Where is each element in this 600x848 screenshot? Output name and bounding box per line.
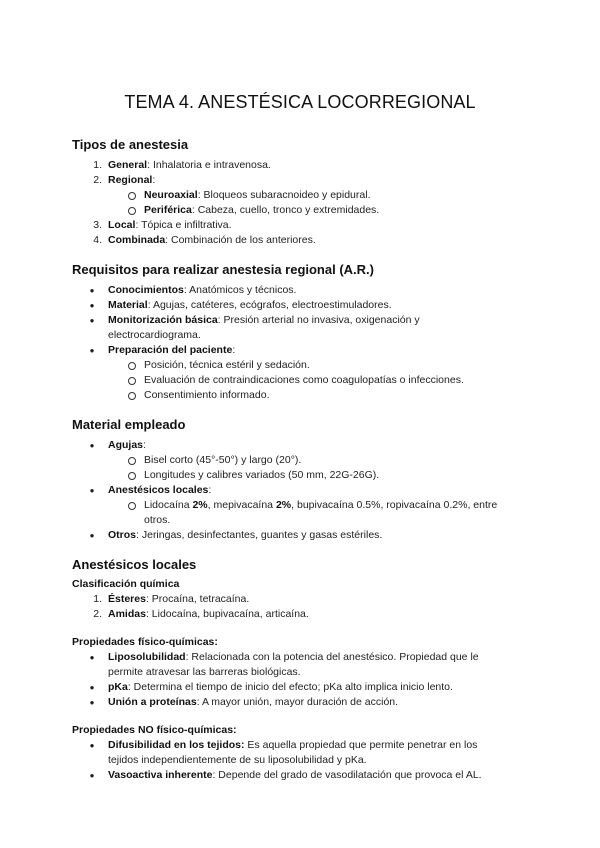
list-item: [108, 203, 528, 218]
item-text: : Inhalatoria e intravenosa.: [147, 159, 271, 171]
item-text: , mepivacaína: [207, 499, 276, 511]
requisitos-list: [72, 283, 528, 403]
item-label: Local: [108, 219, 136, 231]
list-item: [72, 283, 528, 298]
circle-bullet-icon: [128, 392, 136, 400]
list-item: [108, 453, 528, 468]
list-number: 2.: [93, 174, 102, 186]
item-text: :: [143, 439, 146, 451]
item-label: Conocimientos: [108, 284, 184, 296]
item-text-continued: permite atravesar las barreras biológicas.: [108, 666, 301, 678]
item-label: Unión a proteínas: [108, 696, 197, 708]
item-text: : Bloqueos subaracnoideo y epidural.: [197, 189, 371, 201]
anestesicos-sublist: [108, 498, 528, 528]
item-text: Es aquella propiedad que permite penetrar en los: [244, 739, 478, 751]
item-text: :: [232, 344, 236, 356]
preparacion-sublist: [108, 358, 528, 403]
list-item: [72, 528, 528, 543]
item-label: Amidas: [108, 608, 146, 620]
item-text: , entre: [467, 499, 498, 511]
item-text: : Relacionada con la potencia del anestésico. Propiedad que le: [185, 651, 479, 663]
list-item: [108, 188, 528, 203]
circle-bullet-icon: [128, 192, 136, 200]
item-text: : Lidocaína, bupivacaína, articaína.: [145, 608, 309, 620]
item-label: Liposolubilidad: [108, 651, 186, 663]
list-item: [72, 158, 528, 173]
regional-sublist: [108, 188, 528, 218]
list-item: [72, 650, 528, 680]
dose-value: 0.5%: [356, 499, 381, 511]
list-item: [72, 483, 528, 528]
list-item: [72, 298, 528, 313]
section-heading-requisitos: Requisitos para realizar anestesia regional (A.R.): [72, 262, 374, 277]
list-item: [72, 233, 528, 248]
item-text: : Procaína, tetracaína.: [145, 593, 250, 605]
list-item: [108, 373, 528, 388]
page-title: TEMA 4. ANESTÉSICA LOCORREGIONAL: [124, 92, 476, 112]
subheading-fisico-quimicas: Propiedades físico-químicas:: [72, 636, 218, 648]
item-text-continued: electrocardiograma.: [108, 329, 201, 341]
item-label: General: [108, 159, 148, 171]
list-item: [72, 695, 528, 710]
bullet-icon: ●: [89, 653, 95, 662]
circle-bullet-icon: [128, 362, 136, 370]
item-label: Difusibilidad en los tejidos:: [108, 739, 245, 751]
list-number: 1.: [93, 593, 102, 605]
list-item: [108, 388, 528, 403]
list-item: [72, 343, 528, 403]
item-text: Bisel corto (45°-50°) y largo (20°).: [144, 454, 302, 466]
dose-value: 0.2%: [443, 499, 468, 511]
circle-bullet-icon: [128, 377, 136, 385]
item-text: :: [152, 174, 156, 186]
item-text: Longitudes y calibres variados (50 mm, 22G-26G).: [144, 469, 380, 481]
item-text: : A mayor unión, mayor duración de acción.: [196, 696, 399, 708]
clasificacion-list: [72, 592, 528, 622]
item-label: Anestésicos locales: [108, 484, 209, 496]
agujas-sublist: [108, 453, 528, 483]
item-text: : Agujas, catéteres, ecógrafos, electroestimuladores.: [147, 299, 392, 311]
item-text: : Depende del grado de vasodilatación que provoca el AL.: [212, 769, 482, 781]
item-text: Consentimiento informado.: [144, 389, 270, 401]
list-item: [72, 680, 528, 695]
item-text: : Combinación de los anteriores.: [165, 234, 316, 246]
subheading-clasificacion: Clasificación química: [72, 578, 180, 590]
item-text: : Determina el tiempo de inicio del efecto; pKa alto implica inicio lento.: [127, 681, 453, 693]
bullet-icon: ●: [89, 771, 95, 780]
list-item: [72, 218, 528, 233]
circle-bullet-icon: [128, 457, 136, 465]
item-label: Otros: [108, 529, 137, 541]
item-text: : Presión arterial no invasiva, oxigenación y: [217, 314, 420, 326]
bullet-icon: ●: [89, 531, 95, 540]
item-text: : Cabeza, cuello, tronco y extremidades.: [191, 204, 380, 216]
bullet-icon: ●: [89, 486, 95, 495]
bullet-icon: ●: [89, 683, 95, 692]
item-text: Evaluación de contraindicaciones como coagulopatías o infecciones.: [144, 374, 464, 386]
dose-value: 2%: [275, 499, 292, 511]
item-text: Lidocaína: [144, 499, 193, 511]
section-heading-locales: Anestésicos locales: [72, 557, 197, 572]
item-text-continued: tejidos independientemente de su liposolubilidad y pKa.: [108, 754, 367, 766]
list-item: [72, 607, 528, 622]
list-item: [72, 173, 528, 218]
bullet-icon: ●: [89, 346, 95, 355]
list-item: [72, 592, 528, 607]
item-text: , ropivacaína: [380, 499, 444, 511]
item-label: Neuroaxial: [144, 189, 198, 201]
list-item: [108, 468, 528, 483]
item-label: Material: [108, 299, 148, 311]
item-label: Combinada: [108, 234, 166, 246]
item-text: , bupivacaína: [291, 499, 357, 511]
subheading-no-fisico-quimicas: Propiedades NO físico-químicas:: [72, 724, 237, 736]
item-label: Periférica: [144, 204, 192, 216]
no-fisico-list: [72, 738, 528, 783]
circle-bullet-icon: [128, 472, 136, 480]
item-text-continued: otros.: [144, 514, 171, 526]
tipos-list: [72, 158, 528, 248]
list-number: 2.: [93, 608, 102, 620]
list-item: [72, 438, 528, 483]
bullet-icon: ●: [89, 286, 95, 295]
item-text: Posición, técnica estéril y sedación.: [144, 359, 310, 371]
item-text: : Tópica e infiltrativa.: [135, 219, 232, 231]
list-item: [108, 498, 528, 528]
item-text: :: [208, 484, 212, 496]
circle-bullet-icon: [128, 207, 136, 215]
item-text: : Anatómicos y técnicos.: [183, 284, 297, 296]
item-label: Monitorización básica: [108, 314, 218, 326]
bullet-icon: ●: [89, 301, 95, 310]
item-text: : Jeringas, desinfectantes, guantes y gasas estériles.: [136, 529, 383, 541]
material-list: [72, 438, 528, 543]
bullet-icon: ●: [89, 698, 95, 707]
item-label: Vasoactiva inherente: [108, 769, 213, 781]
circle-bullet-icon: [128, 502, 136, 510]
list-number: 3.: [93, 219, 102, 231]
item-label: Regional: [108, 174, 153, 186]
item-label: Ésteres: [108, 593, 146, 605]
item-label: Preparación del paciente: [108, 344, 233, 356]
list-item: [72, 738, 528, 768]
bullet-icon: ●: [89, 316, 95, 325]
list-item: [72, 768, 528, 783]
dose-value: 2%: [192, 499, 208, 511]
fisico-list: [72, 650, 528, 710]
list-number: 4.: [93, 234, 102, 246]
list-item: [72, 313, 528, 343]
section-heading-material: Material empleado: [72, 417, 186, 432]
section-heading-tipos: Tipos de anestesia: [72, 137, 189, 152]
list-item: [108, 358, 528, 373]
list-number: 1.: [93, 159, 102, 171]
bullet-icon: ●: [89, 741, 95, 750]
bullet-icon: ●: [89, 441, 95, 450]
item-label: pKa: [108, 681, 128, 693]
item-label: Agujas: [108, 439, 144, 451]
